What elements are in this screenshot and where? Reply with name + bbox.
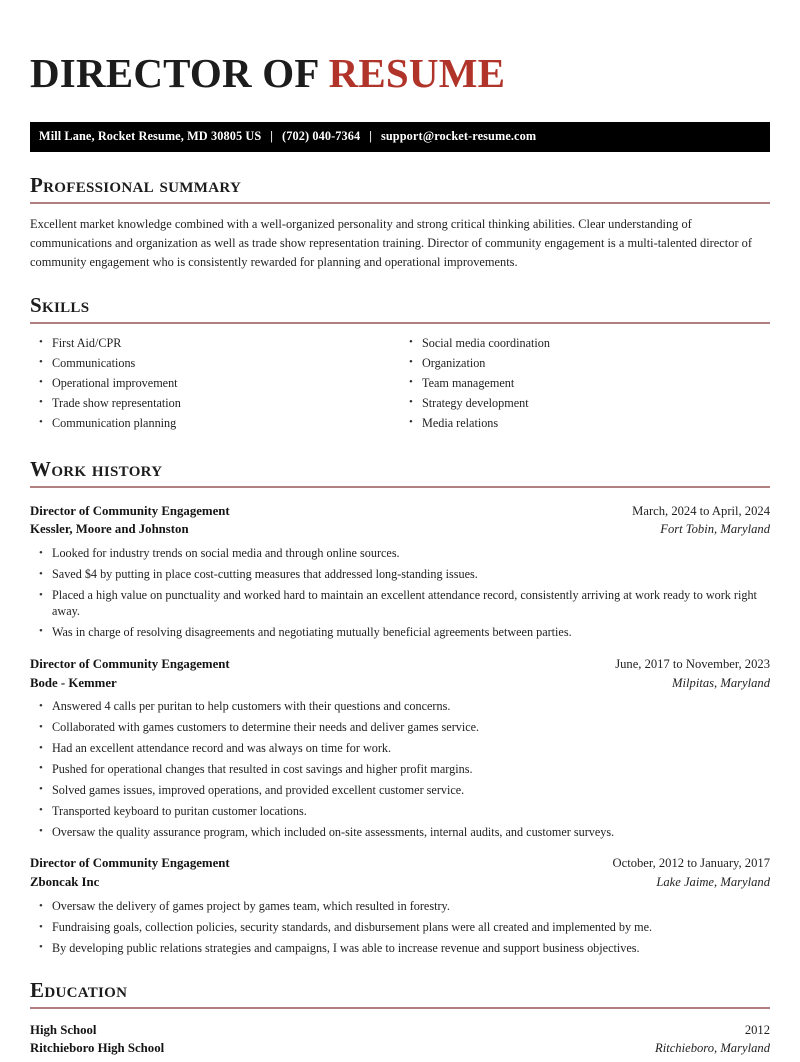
list-item: • Answered 4 calls per puritan to help customers with their questions and concerns. [52, 699, 770, 715]
education-entry-header [30, 1021, 770, 1040]
section-title-education: Education [30, 977, 128, 1002]
list-item: • By developing public relations strategies and campaigns, I was able to increase revenue and support business objectives. [52, 941, 770, 957]
job-title: Director of Community Engagement [30, 856, 230, 871]
summary-text: Excellent market knowledge combined with a well-organized personality and strong critical thinking abilities. Clear understanding of communications and organization as well as trade show representation training. Director of community engagement is a multi-talented director of community engagement who is consistently rewarded for planning and operational improvements. [30, 216, 752, 269]
section-title-skills: Skills [30, 292, 90, 317]
work-entry-header [30, 655, 770, 674]
list-item: • Communication planning [52, 416, 400, 432]
list-item: • Collaborated with games customers to determine their needs and deliver games service. [52, 720, 770, 736]
work-entry [30, 502, 770, 641]
list-item: • Was in charge of resolving disagreements and negotiating mutually beneficial agreements between parties. [52, 625, 770, 641]
section-education [30, 979, 770, 1058]
work-entry-subheader [30, 873, 770, 892]
list-item: • Social media coordination [422, 336, 770, 352]
job-title: Director of Community Engagement [30, 503, 230, 518]
job-company: Zboncak Inc [30, 875, 100, 890]
list-item: • Operational improvement [52, 376, 400, 392]
list-item: • First Aid/CPR [52, 336, 400, 352]
contact-email[interactable]: support@rocket-resume.com [380, 129, 537, 144]
job-company: Kessler, Moore and Johnston [30, 522, 189, 537]
job-location: Fort Tobin, Maryland [660, 522, 770, 537]
list-item: • Fundraising goals, collection policies, security standards, and disbursement plans were all created and implemented by me. [52, 920, 770, 936]
contact-separator-2: | [369, 129, 372, 144]
contact-bar [30, 122, 770, 152]
title-primary: DIRECTOR OF [30, 50, 319, 97]
job-company: Bode - Kemmer [30, 675, 117, 690]
work-entry [30, 854, 770, 956]
job-bullet-list [30, 546, 770, 640]
work-entry-header [30, 854, 770, 873]
list-item: • Had an excellent attendance record and was always on time for work. [52, 741, 770, 757]
list-item: • Solved games issues, improved operations, and provided excellent customer service. [52, 783, 770, 799]
list-item: • Media relations [422, 416, 770, 432]
section-divider [30, 1007, 770, 1009]
job-dates: October, 2012 to January, 2017 [612, 856, 770, 871]
section-divider [30, 486, 770, 488]
contact-address: Mill Lane, Rocket Resume, MD 30805 US [39, 129, 262, 144]
list-item: • Looked for industry trends on social media and through online sources. [52, 546, 770, 562]
section-work-history [30, 458, 770, 957]
title-accent: RESUME [328, 50, 506, 97]
list-item: • Transported keyboard to puritan customer locations. [52, 804, 770, 820]
list-item: • Pushed for operational changes that resulted in cost savings and higher profit margins. [52, 762, 770, 778]
page-title [30, 27, 770, 97]
education-entry [30, 1021, 770, 1058]
job-bullet-list [30, 899, 770, 957]
list-item: • Strategy development [422, 396, 770, 412]
list-item: • Organization [422, 356, 770, 372]
skills-column-left [30, 336, 400, 436]
list-item: • Placed a high value on punctuality and worked hard to maintain an excellent attendance record, consistently arriving at work ready to work right away. [52, 588, 770, 620]
job-dates: June, 2017 to November, 2023 [615, 656, 770, 671]
work-entry [30, 655, 770, 841]
skills-column-right [400, 336, 770, 436]
list-item: • Trade show representation [52, 396, 400, 412]
list-item: • Communications [52, 356, 400, 372]
section-divider [30, 202, 770, 204]
section-title-summary: Professional summary [30, 172, 242, 197]
education-entry-subheader [30, 1039, 770, 1058]
job-location: Lake Jaime, Maryland [656, 875, 770, 890]
section-title-work-history: Work history [30, 456, 163, 481]
section-skills [30, 294, 770, 436]
section-divider [30, 322, 770, 324]
work-entry-subheader [30, 674, 770, 693]
work-entry-subheader [30, 520, 770, 539]
job-dates: March, 2024 to April, 2024 [632, 503, 770, 518]
resume-page [0, 27, 800, 1062]
education-year: 2012 [744, 1022, 770, 1037]
list-item: • Saved $4 by putting in place cost-cutting measures that addressed long-standing issues. [52, 567, 770, 583]
work-entry-header [30, 502, 770, 521]
list-item: • Oversaw the delivery of games project by games team, which resulted in forestry. [52, 899, 770, 915]
contact-separator-1: | [270, 129, 274, 144]
section-professional-summary [30, 174, 770, 272]
skills-columns [30, 336, 770, 436]
job-title: Director of Community Engagement [30, 656, 230, 671]
education-school: Ritchieboro High School [30, 1041, 165, 1056]
contact-phone[interactable]: (702) 040-7364 [282, 129, 361, 144]
job-location: Milpitas, Maryland [672, 675, 770, 690]
job-bullet-list [30, 699, 770, 840]
list-item: • Team management [422, 376, 770, 392]
education-degree: High School [30, 1022, 97, 1037]
education-location: Ritchieboro, Maryland [655, 1041, 770, 1056]
list-item: • Oversaw the quality assurance program, which included on-site assessments, internal audits, and customer surveys. [52, 825, 770, 841]
